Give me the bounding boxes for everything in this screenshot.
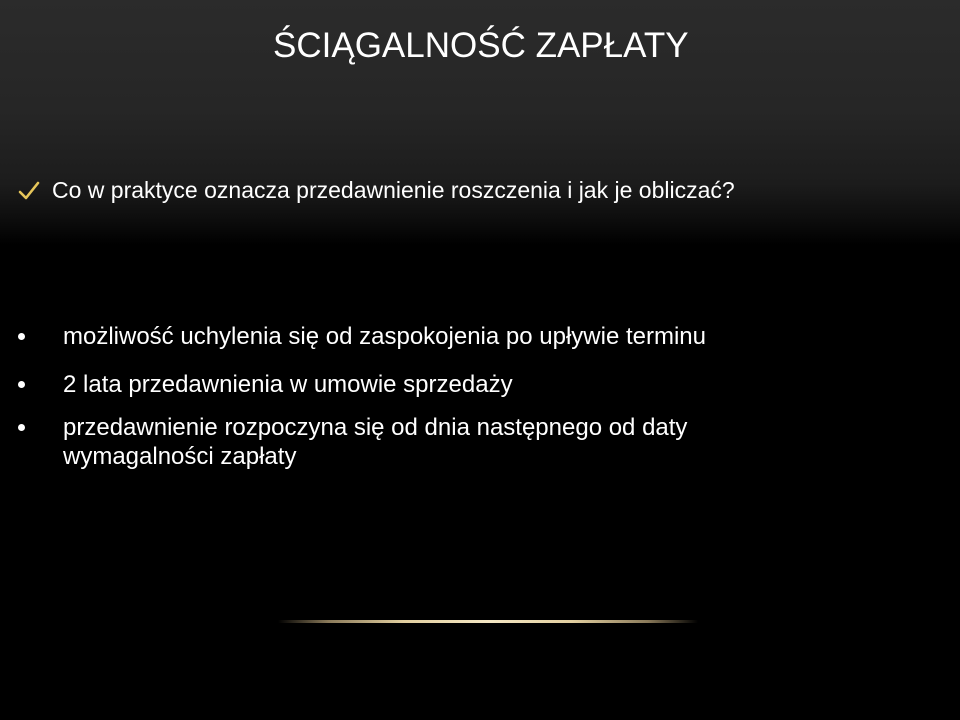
- bullet-dot-icon: [18, 424, 25, 431]
- bullet-dot-icon: [18, 381, 25, 388]
- list-item-text: przedawnienie rozpoczyna się od dnia następnego od daty wymagalności zapłaty: [63, 414, 688, 470]
- list-item-text: możliwość uchylenia się od zaspokojenia po upływie terminu: [63, 323, 706, 350]
- checkmark-icon: [18, 180, 40, 202]
- question-row: [18, 177, 735, 204]
- bullet-dot-icon: [18, 333, 25, 340]
- list-item-text: 2 lata przedawnienia w umowie sprzedaży: [63, 371, 513, 398]
- question-text: Co w praktyce oznacza przedawnienie roszczenia i jak je obliczać?: [52, 177, 735, 203]
- slide-title: ŚCIĄGALNOŚĆ ZAPŁATY: [273, 26, 689, 65]
- list-item: [18, 413, 783, 471]
- list-item: [18, 322, 918, 351]
- list-item: [18, 370, 918, 399]
- decorative-divider: [278, 620, 698, 623]
- bullet-list: [18, 322, 918, 490]
